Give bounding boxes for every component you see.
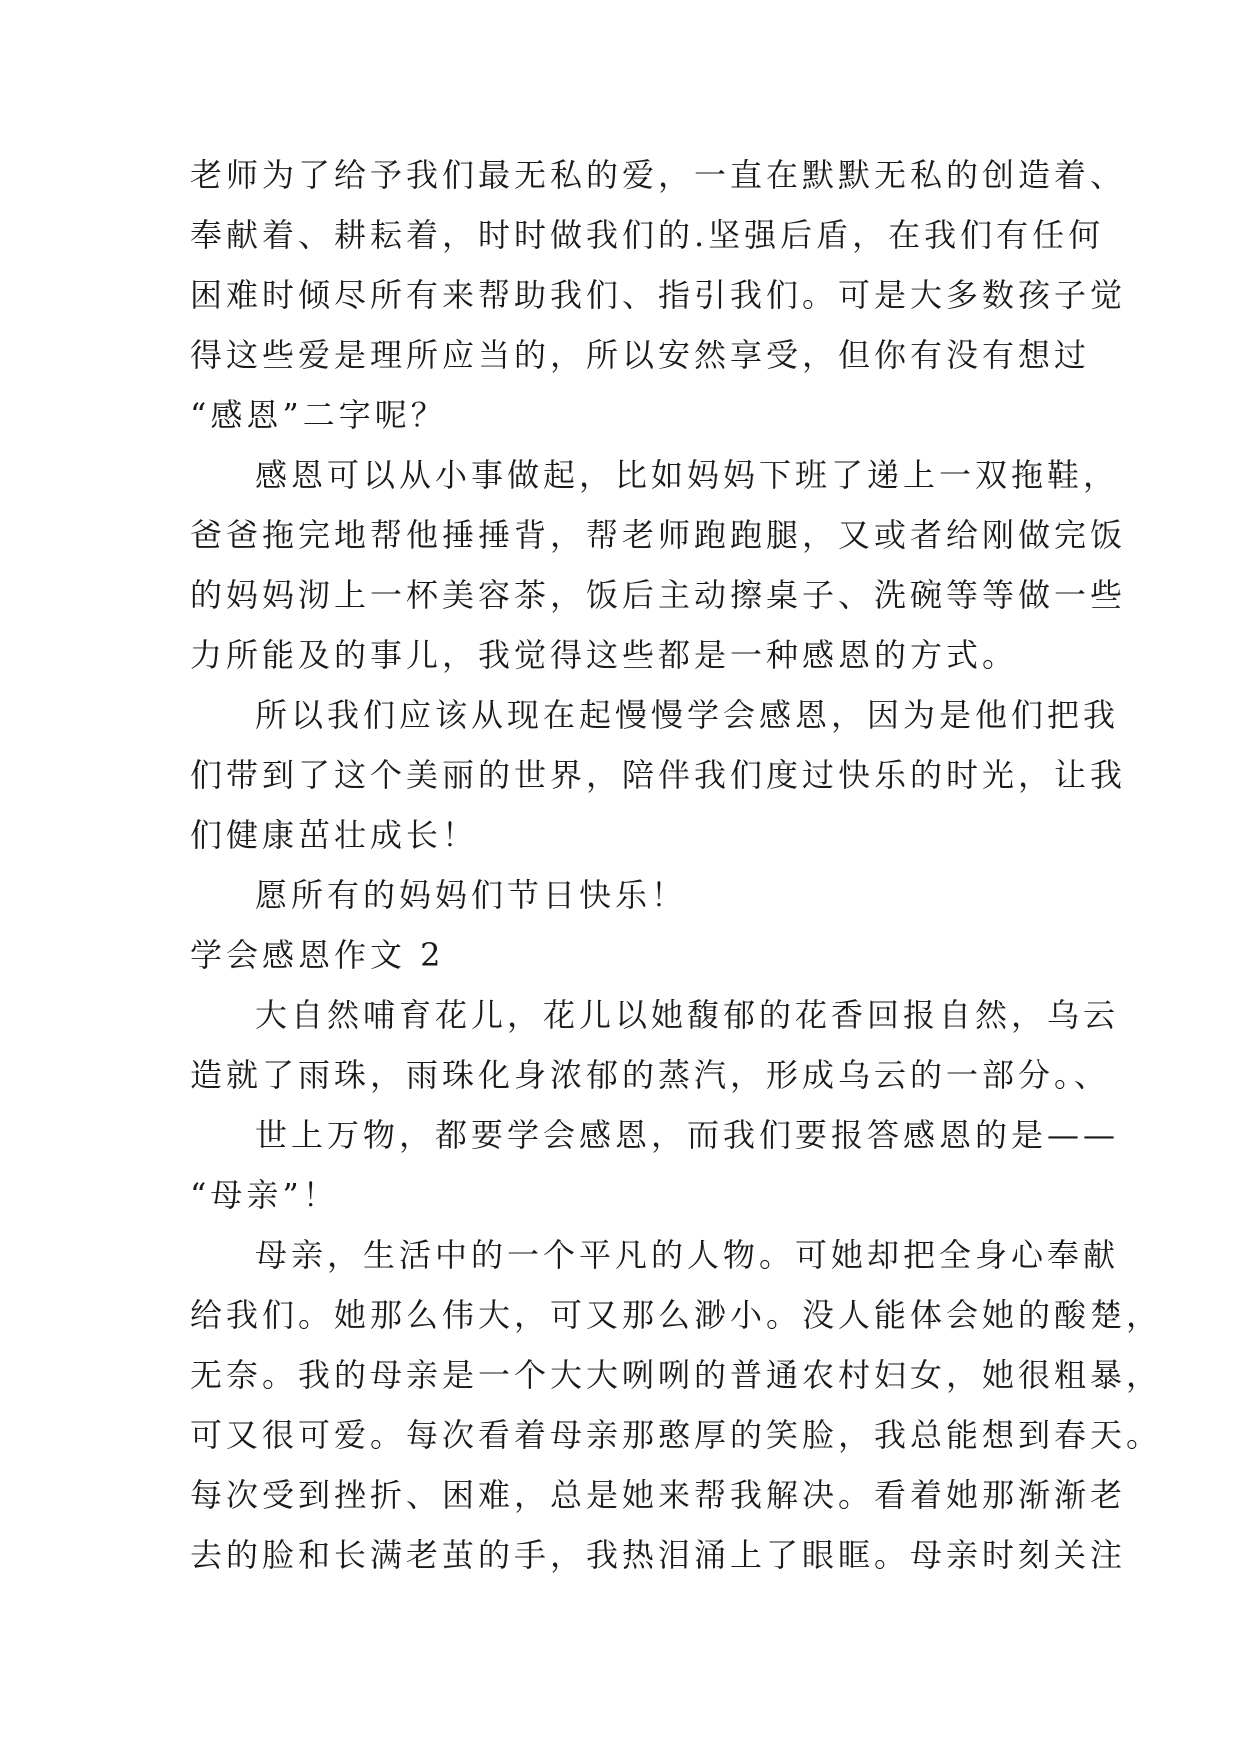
text-line: 每次受到挫折、困难，总是她来帮我解决。看着她那渐渐老 [190, 1476, 1127, 1514]
text-line: 们带到了这个美丽的世界，陪伴我们度过快乐的时光，让我 [190, 756, 1127, 794]
paragraph-first-line: 大自然哺育花儿，花儿以她馥郁的花香回报自然，乌云 [255, 996, 1120, 1034]
text-line: 可又很可爱。每次看着母亲那憨厚的笑脸，我总能想到春天。 [190, 1416, 1163, 1454]
paragraph-first-line: 母亲，生活中的一个平凡的人物。可她却把全身心奉献 [255, 1236, 1120, 1274]
paragraph-first-line: 世上万物，都要学会感恩，而我们要报答感恩的是—— [255, 1116, 1120, 1154]
text-line: 们健康茁壮成长！ [190, 816, 479, 854]
text-line: 得这些爱是理所应当的，所以安然享受，但你有没有想过 [190, 336, 1091, 374]
text-line: 给我们。她那么伟大，可又那么渺小。没人能体会她的酸楚， [190, 1296, 1163, 1334]
text-line: 爸爸拖完地帮他捶捶背，帮老师跑跑腿，又或者给刚做完饭 [190, 516, 1127, 554]
section-heading: 学会感恩作文 2 [190, 936, 445, 974]
text-line: 力所能及的事儿，我觉得这些都是一种感恩的方式。 [190, 636, 1019, 674]
text-line: “感恩”二字呢？ [190, 396, 447, 434]
text-line: “母亲”！ [190, 1176, 339, 1214]
text-line: 去的脸和长满老茧的手，我热泪涌上了眼眶。母亲时刻关注 [190, 1536, 1127, 1574]
text-line: 奉献着、耕耘着，时时做我们的.坚强后盾，在我们有任何 [190, 216, 1105, 254]
paragraph-first-line: 所以我们应该从现在起慢慢学会感恩，因为是他们把我 [255, 696, 1120, 734]
paragraph-first-line: 愿所有的妈妈们节日快乐！ [255, 876, 688, 914]
text-line: 的妈妈沏上一杯美容茶，饭后主动擦桌子、洗碗等等做一些 [190, 576, 1127, 614]
text-line: 造就了雨珠，雨珠化身浓郁的蒸汽，形成乌云的一部分。、 [190, 1056, 1111, 1094]
text-line: 无奈。我的母亲是一个大大咧咧的普通农村妇女，她很粗暴， [190, 1356, 1163, 1394]
paragraph-first-line: 感恩可以从小事做起，比如妈妈下班了递上一双拖鞋， [255, 456, 1120, 494]
text-line: 困难时倾尽所有来帮助我们、指引我们。可是大多数孩子觉 [190, 276, 1127, 314]
text-line: 老师为了给予我们最无私的爱，一直在默默无私的创造着、 [190, 156, 1127, 194]
